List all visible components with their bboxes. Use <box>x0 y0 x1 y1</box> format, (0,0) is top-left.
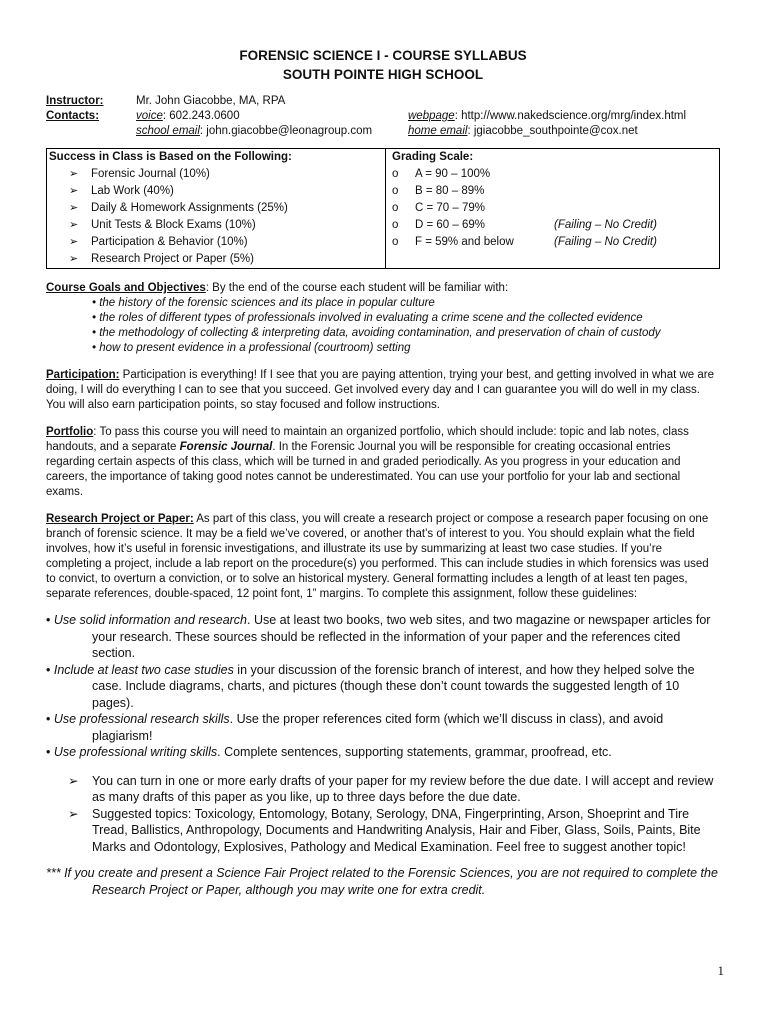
participation-text: Participation is everything! If I see that you are paying attention, trying your best, and getting involved in what we are doing, I will do everything I can to see that you succeed. Get involved every day and I can guarantee you will do well in my class. You will also earn participation points, so stay focused and follow instructions. <box>46 369 714 411</box>
guideline-item: • Include at least two case studies in your discussion of the forensic branch of interest, and how they helped solve the case. Include diagrams, charts, and pictures (though these don’t count towards the suggested length of 10 pages). <box>46 662 695 710</box>
success-item: ➢ Unit Tests & Block Exams (10%) <box>47 217 385 234</box>
portfolio-heading: Portfolio <box>46 426 94 438</box>
home-email-label: home email <box>408 125 468 137</box>
school-email-label: school email <box>136 125 200 137</box>
success-column <box>47 149 386 269</box>
grade-row: o C = 70 – 79% <box>392 202 486 214</box>
extra-note-item: ➢ Suggested topics: Toxicology, Entomology, Botany, Serology, DNA, Fingerprinting, Arson, Shoeprint and Tire Tread, Ballistics, Anthropology, Documents and Handwriting Analysis, Hair and Fiber, Glass, Soils, Paints, Bite Marks and Odontology, Explosives, Pathology and Medical Examination. Feel free to suggest another topic! <box>68 806 701 854</box>
goal-item: • the roles of different types of professionals involved in evaluating a crime scene and the collected evidence <box>92 312 643 324</box>
goals-section <box>46 281 720 356</box>
success-item: ➢ Participation & Behavior (10%) <box>47 234 385 251</box>
goal-item: • the methodology of collecting & interpreting data, avoiding contamination, and preservation of chain of custody <box>92 327 661 339</box>
home-email-contact <box>408 124 638 139</box>
webpage-contact <box>408 109 686 124</box>
success-item: ➢ Daily & Homework Assignments (25%) <box>47 200 385 217</box>
webpage-value: : http://www.nakedscience.org/mrg/index.html <box>454 110 687 122</box>
science-fair-note: *** If you create and present a Science Fair Project related to the Forensic Sciences, you are not required to complete the Research Project or Paper, although you may write one for extra credit. <box>46 866 718 897</box>
instructor-label: Instructor: <box>46 95 104 107</box>
voice-label: voice <box>136 110 163 122</box>
grade-row: o A = 90 – 100% <box>392 168 491 180</box>
guideline-item: • Use solid information and research. Use at least two books, two web sites, and two magazine or newspaper articles for your research. These sources should be reflected in the information of your paper and the references cited section. <box>46 613 711 660</box>
arrow-bullet-icon: ➢ <box>69 185 79 197</box>
success-item: ➢ Lab Work (40%) <box>47 183 385 200</box>
guideline-item: • Use professional writing skills. Complete sentences, supporting statements, grammar, proofread, etc. <box>46 745 612 759</box>
guideline-item: • Use professional research skills. Use the proper references cited form (which we’ll discuss in class), and avoid plagiarism! <box>46 712 664 743</box>
grade-row: o F = 59% and below (Failing – No Credit) <box>392 236 657 248</box>
goal-item: • how to present evidence in a professional (courtroom) setting <box>92 342 411 354</box>
grade-row: o B = 80 – 89% <box>392 185 485 197</box>
forensic-journal-emphasis: Forensic Journal <box>179 441 273 453</box>
voice-contact <box>136 109 240 124</box>
school-email-value: : john.giacobbe@leonagroup.com <box>199 125 373 137</box>
voice-value: : 602.243.0600 <box>162 110 240 122</box>
goals-heading: Course Goals and Objectives <box>46 282 206 294</box>
grading-header: Grading Scale: <box>392 151 474 163</box>
research-section <box>46 512 720 602</box>
title-line-2: SOUTH POINTE HIGH SCHOOL <box>282 67 484 82</box>
title-line-1: FORENSIC SCIENCE I - COURSE SYLLABUS <box>239 48 527 63</box>
arrow-bullet-icon: ➢ <box>68 773 79 788</box>
participation-section <box>46 368 720 413</box>
webpage-label: webpage <box>408 110 455 122</box>
success-item: ➢ Research Project or Paper (5%) <box>47 251 385 268</box>
goal-item: • the history of the forensic sciences and its place in popular culture <box>92 297 435 309</box>
success-grading-table <box>46 148 720 269</box>
success-header: Success in Class is Based on the Following: <box>49 151 292 163</box>
research-heading: Research Project or Paper: <box>46 513 194 525</box>
school-email-contact <box>136 124 372 139</box>
arrow-bullet-icon: ➢ <box>69 219 79 231</box>
extra-notes-list <box>46 773 720 856</box>
home-email-value: : jgiacobbe_southpointe@cox.net <box>467 125 638 137</box>
arrow-bullet-icon: ➢ <box>69 202 79 214</box>
portfolio-section: Portfolio: To pass this course you will need to maintain an organized portfolio, which should include: topic and lab notes, class handouts, and a separate Forensic Journal. In the Forensic Journal you will be responsible for creating occasional entries regarding certain aspects of this class, which will be turned in and graded periodically. As you progress in your education and careers, the importance of taking good notes cannot be underestimated. You can use your portfolio for your lab and sectional exams. <box>46 426 689 498</box>
arrow-bullet-icon: ➢ <box>69 236 79 248</box>
extra-note-item: ➢ You can turn in one or more early drafts of your paper for my review before the due date. I will accept and review as many drafts of this paper as you like, up to three days before the due date. <box>68 773 714 804</box>
success-item: ➢ Forensic Journal (10%) <box>47 166 385 183</box>
syllabus-page <box>46 46 720 899</box>
instructor-name: Mr. John Giacobbe, MA, RPA <box>136 95 286 107</box>
arrow-bullet-icon: ➢ <box>69 253 79 265</box>
guidelines-list <box>46 612 720 761</box>
grade-row: o D = 60 – 69% (Failing – No Credit) <box>392 219 657 231</box>
research-text: As part of this class, you will create a research project or compose a research paper focusing on one branch of forensic science. It may be a field we’ve covered, or another that’s of interest to you. You should explain what the field involves, how it’s useful in forensic investigations, and illustrate its use by summarizing at least two case studies. If you’re completing a project, include a lab report on the procedure(s) you performed. This can include studies in which forensics was used to convict, to overturn a conviction, or to solve an historical mystery. General formatting includes a length of at least ten pages, separate references, double-spaced, 12 point font, 1” margins. To complete this assignment, follow these guidelines: <box>46 513 709 600</box>
arrow-bullet-icon: ➢ <box>69 168 79 180</box>
contacts-label: Contacts: <box>46 110 100 122</box>
instructor-header <box>46 94 720 142</box>
goals-intro: : By the end of the course each student will be familiar with: <box>205 282 509 294</box>
participation-heading: Participation: <box>46 369 120 381</box>
grading-column <box>386 149 720 269</box>
arrow-bullet-icon: ➢ <box>68 806 79 821</box>
page-number: 1 <box>717 963 724 978</box>
document-title <box>46 46 720 84</box>
